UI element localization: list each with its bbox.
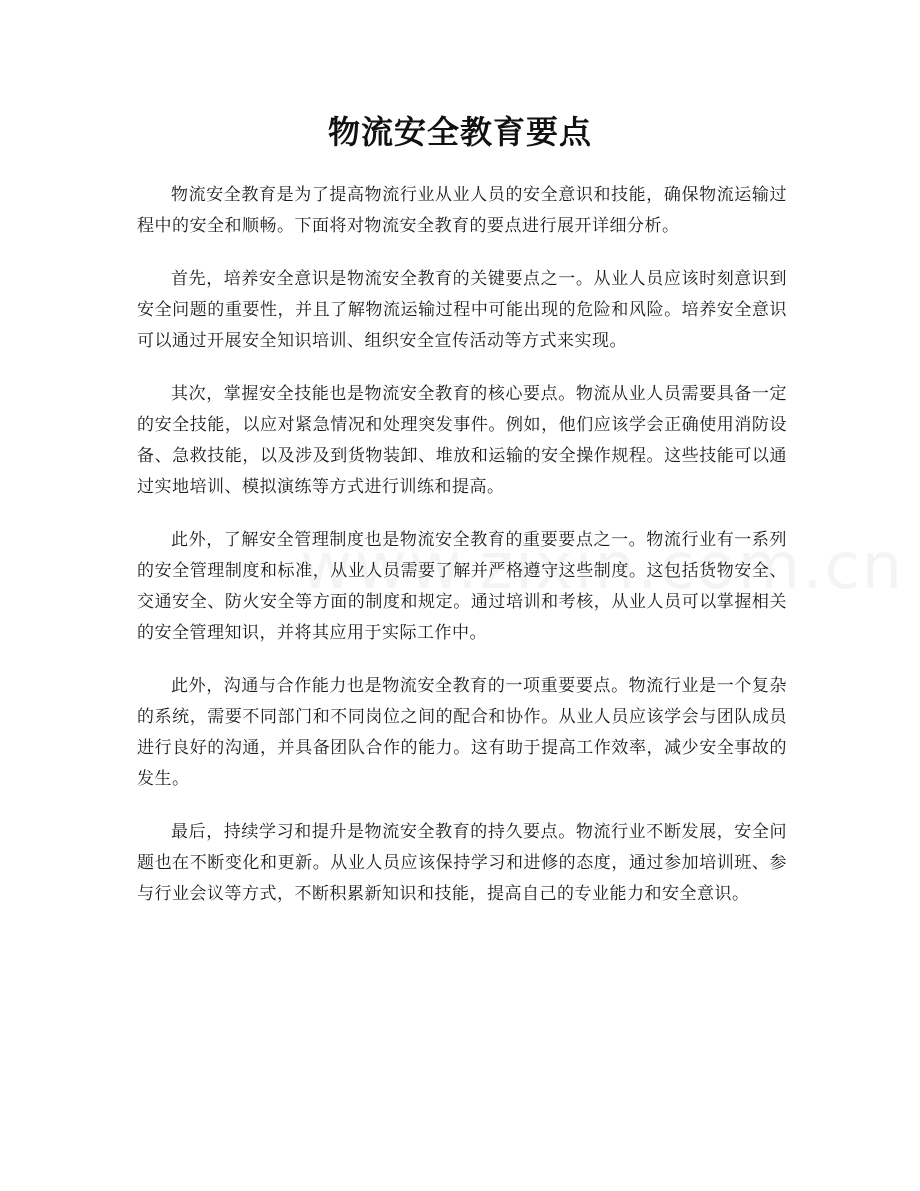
paragraph-continuous-learning: 最后，持续学习和提升是物流安全教育的持久要点。物流行业不断发展，安全问题也在不断变化和更新。从业人员应该保持学习和进修的态度，通过参加培训班、参与行业会议等方式，不断积累新知识和技能，提高自己的专业能力和安全意识。 bbox=[137, 822, 787, 904]
document-title: 物流安全教育要点 bbox=[327, 113, 592, 151]
paragraph-communication: 此外，沟通与合作能力也是物流安全教育的一项重要要点。物流行业是一个复杂的系统，需要不同部门和不同岗位之间的配合和协作。从业人员应该学会与团队成员进行良好的沟通，并具备团队合作的能力。这有助于提高工作效率，减少安全事故的发生。 bbox=[137, 676, 787, 789]
paragraph-safety-management: 此外，了解安全管理制度也是物流安全教育的重要要点之一。物流行业有一系列的安全管理制度和标准，从业人员需要了解并严格遵守这些制度。这包括货物安全、交通安全、防火安全等方面的制度和规定。通过培训和考核，从业人员可以掌握相关的安全管理知识，并将其应用于实际工作中。 bbox=[137, 530, 787, 643]
paragraph-safety-skills: 其次，掌握安全技能也是物流安全教育的核心要点。物流从业人员需要具备一定的安全技能，以应对紧急情况和处理突发事件。例如，他们应该学会正确使用消防设备、急救技能，以及涉及到货物装卸、堆放和运输的安全操作规程。这些技能可以通过实地培训、模拟演练等方式进行训练和提高。 bbox=[137, 384, 787, 497]
paragraph-safety-awareness: 首先，培养安全意识是物流安全教育的关键要点之一。从业人员应该时刻意识到安全问题的重要性，并且了解物流运输过程中可能出现的危险和风险。培养安全意识可以通过开展安全知识培训、组织安全宣传活动等方式来实现。 bbox=[137, 269, 787, 351]
document-body bbox=[137, 180, 787, 932]
paragraph-intro: 物流安全教育是为了提高物流行业从业人员的安全意识和技能，确保物流运输过程中的安全和顺畅。下面将对物流安全教育的要点进行展开详细分析。 bbox=[137, 185, 787, 236]
